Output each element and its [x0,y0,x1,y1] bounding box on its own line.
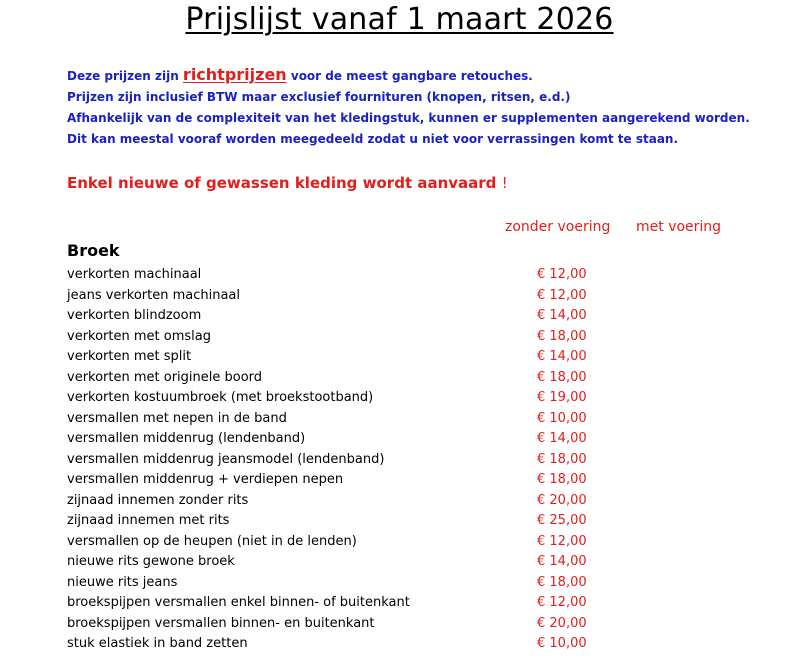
price-without-lining: € 14,00 [537,349,587,364]
price-without-lining: € 19,00 [537,390,587,405]
notice-mark: ! [501,174,508,192]
price-row [67,450,787,471]
price-without-lining: € 14,00 [537,308,587,323]
price-without-lining: € 18,00 [537,574,587,590]
notice [67,174,508,192]
price-without-lining: € 10,00 [537,636,587,651]
price-row [67,306,787,327]
price-row [67,552,787,573]
price-without-lining: € 12,00 [537,287,587,303]
intro-line-1 [67,64,787,87]
service-description: jeans verkorten machinaal [67,287,240,303]
price-without-lining: € 18,00 [537,369,587,385]
service-description: versmallen middenrug (lendenband) [67,431,306,446]
service-description: zijnaad innemen zonder rits [67,492,249,508]
service-description: versmallen middenrug + verdiepen nepen [67,472,344,487]
price-row [67,532,787,553]
service-description: broekspijpen versmallen binnen- en buitenkant [67,615,375,631]
service-description: verkorten met originele boord [67,369,263,385]
service-description: nieuwe rits jeans [67,574,178,590]
service-description: stuk elastiek in band zetten [67,636,248,651]
service-description: versmallen middenrug jeansmodel (lendenband) [67,451,385,467]
intro-line-4: Dit kan meestal vooraf worden meegedeeld zodat u niet voor verrassingen komt te staan. [67,132,679,146]
service-description: verkorten kostuumbroek (met broekstootband) [67,390,374,405]
intro-line-2: Prijzen zijn inclusief BTW maar exclusief fournituren (knopen, ritsen, e.d.) [67,90,571,104]
price-row [67,388,787,409]
intro-highlight: richtprijzen [182,65,287,84]
service-description: verkorten machinaal [67,267,202,282]
price-without-lining: € 14,00 [537,431,587,446]
service-description: verkorten met split [67,349,192,364]
column-header-without-lining: zonder voering [505,219,611,235]
price-without-lining: € 18,00 [537,328,587,344]
price-row [67,286,787,307]
price-without-lining: € 12,00 [537,267,587,282]
price-row [67,265,787,286]
notice-text: Enkel nieuwe of gewassen kleding wordt aanvaard [67,174,502,192]
price-row [67,409,787,430]
price-row [67,614,787,635]
page-title-text: Prijslijst vanaf 1 maart 2026 [185,2,614,37]
price-row [67,511,787,532]
service-description: nieuwe rits gewone broek [67,554,235,569]
price-row [67,368,787,389]
intro-line-1-before: Deze prijzen zijn [67,69,183,83]
service-description: zijnaad innemen met rits [67,513,230,528]
price-row [67,593,787,614]
service-description: broekspijpen versmallen enkel binnen- of buitenkant [67,595,410,610]
price-row [67,429,787,450]
price-without-lining: € 18,00 [537,451,587,467]
service-description: verkorten met omslag [67,328,211,344]
price-row [67,347,787,368]
price-row [67,573,787,594]
section-title: Broek [67,241,120,260]
intro-line-3: Afhankelijk van de complexiteit van het kledingstuk, kunnen er supplementen aangerekend worden. [67,111,750,125]
price-without-lining: € 20,00 [537,615,587,631]
price-row [67,470,787,491]
price-without-lining: € 12,00 [537,533,587,549]
price-without-lining: € 20,00 [537,492,587,508]
price-row [67,327,787,348]
price-row [67,634,787,655]
price-without-lining: € 18,00 [537,472,587,487]
service-description: verkorten blindzoom [67,308,202,323]
price-row [67,491,787,512]
column-header-with-lining: met voering [636,219,722,235]
service-description: versmallen met nepen in de band [67,410,287,426]
service-description: versmallen op de heupen (niet in de lenden) [67,533,357,549]
price-list [67,265,787,655]
intro-block [67,64,787,150]
price-without-lining: € 12,00 [537,595,587,610]
price-without-lining: € 14,00 [537,554,587,569]
intro-line-1-after: voor de meest gangbare retouches. [286,69,533,83]
price-without-lining: € 25,00 [537,513,587,528]
price-without-lining: € 10,00 [537,410,587,426]
page-title [0,2,799,38]
